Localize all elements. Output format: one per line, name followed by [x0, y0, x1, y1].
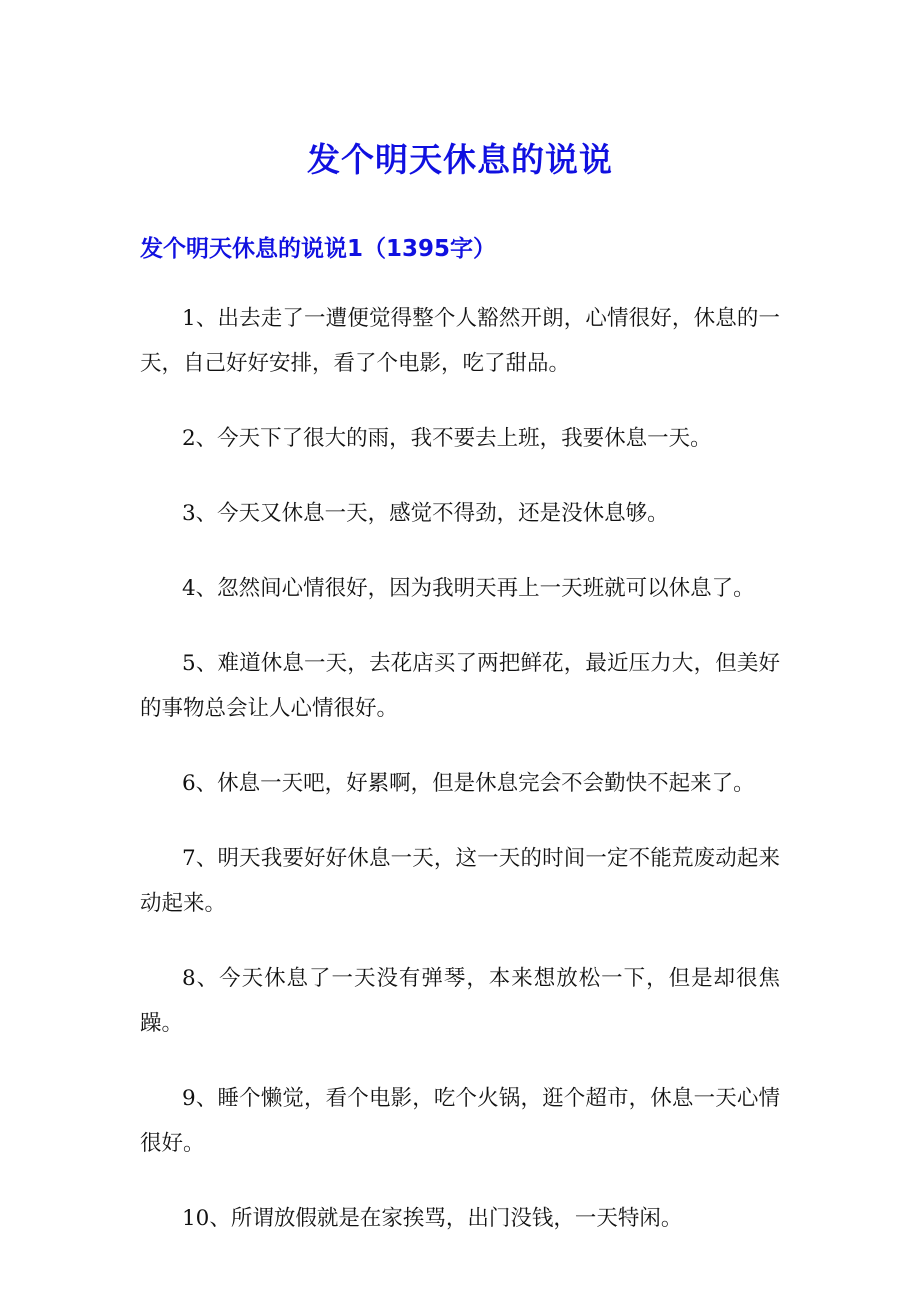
- paragraph-8: 8、今天休息了一天没有弹琴，本来想放松一下，但是却很焦躁。: [140, 966, 780, 1036]
- section-heading: 发个明天休息的说说1（1395字）: [140, 236, 497, 262]
- paragraph-10: 10、所谓放假就是在家挨骂，出门没钱，一天特闲。: [182, 1206, 683, 1231]
- paragraph-9: 9、睡个懒觉，看个电影，吃个火锅，逛个超市，休息一天心情很好。: [140, 1086, 780, 1156]
- paragraph-6: 6、休息一天吧，好累啊，但是休息完会不会勤快不起来了。: [182, 771, 755, 796]
- paragraph-4: 4、忽然间心情很好，因为我明天再上一天班就可以休息了。: [182, 576, 755, 601]
- paragraph-5: 5、难道休息一天，去花店买了两把鲜花，最近压力大，但美好的事物总会让人心情很好。: [140, 651, 780, 721]
- paragraph-list: [140, 296, 780, 1271]
- paragraph-1: 1、出去走了一遭便觉得整个人豁然开朗，心情很好，休息的一天，自己好好安排，看了个电影，吃了甜品。: [140, 306, 780, 376]
- document-title: 发个明天休息的说说: [307, 140, 613, 179]
- paragraph-2: 2、今天下了很大的雨，我不要去上班，我要休息一天。: [182, 426, 712, 451]
- paragraph-7: 7、明天我要好好休息一天，这一天的时间一定不能荒废动起来动起来。: [140, 846, 780, 916]
- paragraph-3: 3、今天又休息一天，感觉不得劲，还是没休息够。: [182, 501, 669, 526]
